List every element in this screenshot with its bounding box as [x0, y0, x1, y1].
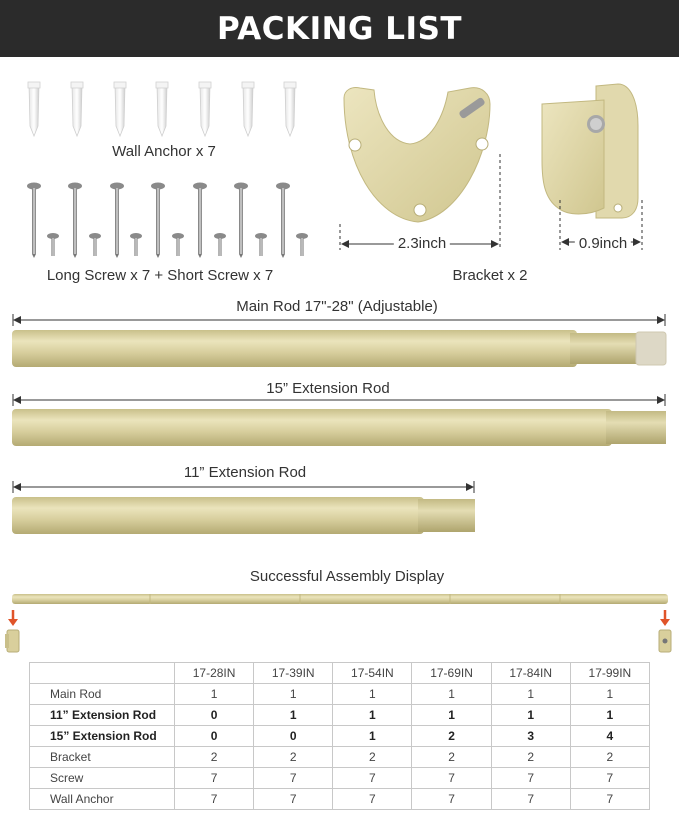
wall-anchor-icon — [156, 82, 168, 136]
column-header: 17-54IN — [333, 663, 412, 684]
wall-anchor-icon — [114, 82, 126, 136]
screws-illustration — [18, 180, 318, 260]
wall-anchor-icon — [242, 82, 254, 136]
table-cell: 7 — [491, 789, 570, 810]
extension-rod-15-label: 15” Extension Rod — [262, 380, 393, 397]
wall-anchor-icon — [28, 82, 40, 136]
wall-anchor-icon — [284, 82, 296, 136]
wall-anchor-icon — [199, 82, 211, 136]
screws-label: Long Screw x 7 + Short Screw x 7 — [46, 267, 274, 284]
long-screw-icon — [110, 183, 124, 259]
table-cell: 0 — [254, 726, 333, 747]
bracket-width-label: 2.3inch — [394, 235, 450, 252]
short-screw-icon — [296, 233, 308, 256]
bracket-icon — [5, 630, 19, 652]
assembly-title: Successful Assembly Display — [249, 568, 445, 585]
page-header — [0, 0, 679, 57]
table-cell: 7 — [175, 768, 254, 789]
bracket-front-illustration — [330, 84, 510, 259]
main-rod-label: Main Rod 17"-28" (Adjustable) — [232, 298, 442, 315]
short-screw-icon — [130, 233, 142, 256]
table-cell: 7 — [412, 768, 491, 789]
page-title: PACKING LIST — [216, 10, 463, 47]
table-cell: 0 — [175, 726, 254, 747]
table-cell: 7 — [570, 789, 649, 810]
short-screw-icon — [89, 233, 101, 256]
row-label: 15” Extension Rod — [30, 726, 175, 747]
table-cell: 2 — [175, 747, 254, 768]
table-cell: 2 — [570, 747, 649, 768]
short-screw-icon — [172, 233, 184, 256]
row-label: 11” Extension Rod — [30, 705, 175, 726]
table-row — [30, 684, 650, 705]
extension-rod-11-label: 11” Extension Rod — [180, 464, 310, 481]
bracket-label: Bracket x 2 — [452, 267, 528, 284]
long-screw-icon — [234, 183, 248, 259]
table-cell: 1 — [254, 705, 333, 726]
row-label: Wall Anchor — [30, 789, 175, 810]
table-cell: 7 — [333, 768, 412, 789]
table-cell: 0 — [175, 705, 254, 726]
long-screw-icon — [151, 183, 165, 259]
table-cell: 7 — [333, 789, 412, 810]
short-screw-icon — [47, 233, 59, 256]
extension-rod-15-illustration — [0, 388, 679, 448]
wall-anchor-icon — [71, 82, 83, 136]
row-label: Bracket — [30, 747, 175, 768]
bracket-depth-label: 0.9inch — [575, 235, 631, 252]
table-cell: 1 — [491, 705, 570, 726]
long-screw-icon — [193, 183, 207, 259]
long-screw-icon — [68, 183, 82, 259]
table-cell: 2 — [333, 747, 412, 768]
row-label: Screw — [30, 768, 175, 789]
table-cell: 3 — [491, 726, 570, 747]
table-cell: 7 — [254, 768, 333, 789]
down-arrow-icon — [8, 610, 18, 626]
table-cell: 2 — [412, 747, 491, 768]
row-label: Main Rod — [30, 684, 175, 705]
column-header: 17-69IN — [412, 663, 491, 684]
long-screw-icon — [276, 183, 290, 259]
table-row — [30, 789, 650, 810]
column-header: 17-28IN — [175, 663, 254, 684]
table-cell: 7 — [570, 768, 649, 789]
table-cell: 1 — [570, 684, 649, 705]
table-cell: 1 — [333, 726, 412, 747]
table-cell: 1 — [412, 684, 491, 705]
table-header-row — [30, 663, 650, 684]
table-cell: 7 — [491, 768, 570, 789]
bracket-icon — [659, 630, 671, 652]
main-rod-illustration — [0, 306, 679, 370]
column-header: 17-84IN — [491, 663, 570, 684]
table-cell: 7 — [254, 789, 333, 810]
short-screw-icon — [255, 233, 267, 256]
column-header: 17-39IN — [254, 663, 333, 684]
table-cell: 7 — [175, 789, 254, 810]
table-cell: 2 — [412, 726, 491, 747]
wall-anchors-illustration — [22, 78, 312, 142]
long-screw-icon — [27, 183, 41, 259]
assembled-rod — [12, 594, 668, 604]
table-corner-cell — [30, 663, 175, 684]
table-row — [30, 768, 650, 789]
table-cell: 1 — [333, 705, 412, 726]
table-cell: 1 — [570, 705, 649, 726]
column-header: 17-99IN — [570, 663, 649, 684]
table-row — [30, 747, 650, 768]
bracket-side-illustration — [538, 80, 653, 256]
parts-table — [29, 662, 650, 810]
table-cell: 1 — [491, 684, 570, 705]
assembly-illustration — [0, 588, 679, 658]
down-arrow-icon — [660, 610, 670, 626]
table-cell: 1 — [175, 684, 254, 705]
extension-rod-11-illustration — [0, 474, 679, 536]
table-cell: 4 — [570, 726, 649, 747]
table-cell: 2 — [254, 747, 333, 768]
table-cell: 2 — [491, 747, 570, 768]
short-screw-icon — [214, 233, 226, 256]
wall-anchor-label: Wall Anchor x 7 — [112, 143, 216, 160]
table-cell: 1 — [412, 705, 491, 726]
table-cell: 7 — [412, 789, 491, 810]
table-cell: 1 — [254, 684, 333, 705]
table-row — [30, 726, 650, 747]
table-cell: 1 — [333, 684, 412, 705]
table-row — [30, 705, 650, 726]
